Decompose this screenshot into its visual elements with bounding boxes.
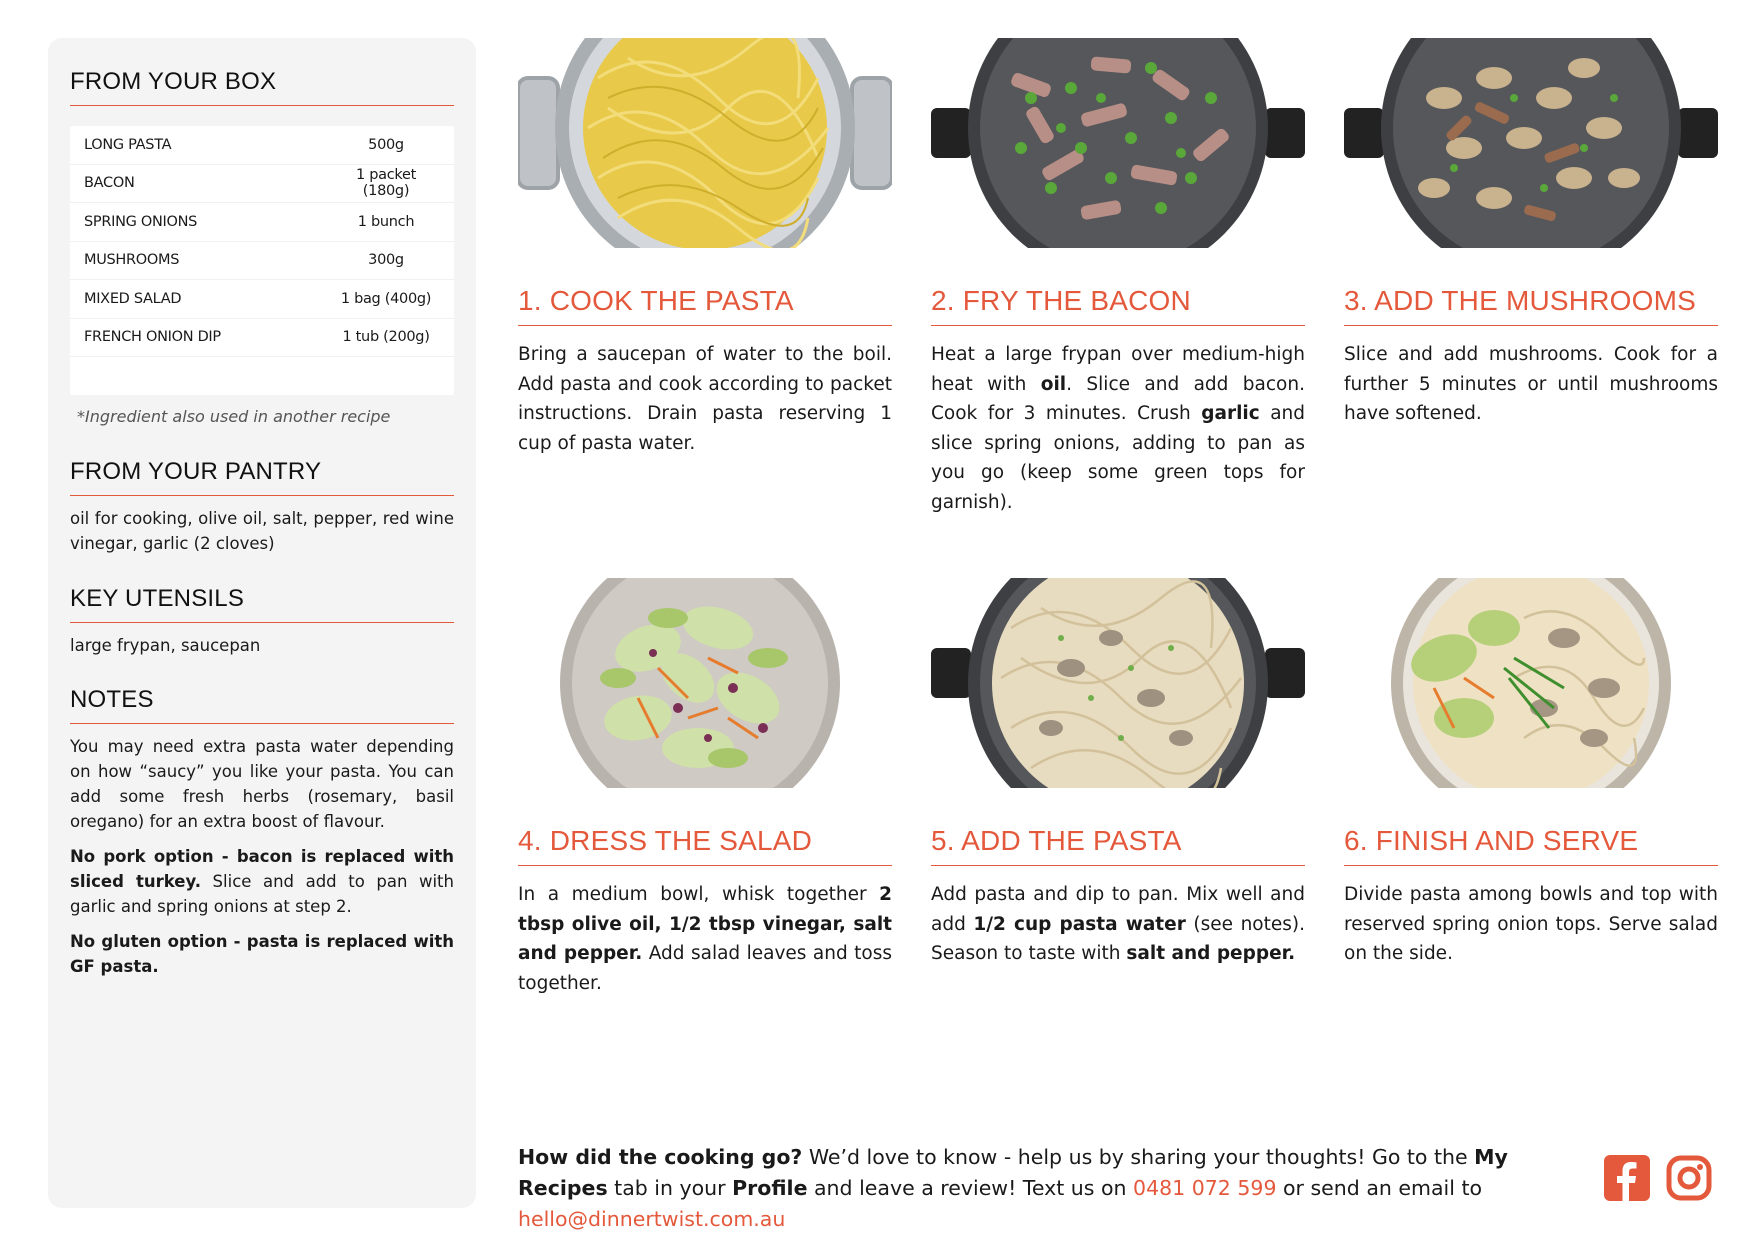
footer-question: How did the cooking go? [518, 1145, 803, 1169]
ingredients-table [70, 126, 454, 395]
step-5 [931, 578, 1305, 969]
ingredient-qty: 1 tub (200g) [342, 329, 430, 346]
footer-text: We’d love to know - help us by sharing your thoughts! Go to the [802, 1145, 1475, 1169]
ingredient-name: BACON [84, 175, 135, 192]
ingredient-name: MIXED SALAD [84, 290, 182, 307]
ingredient-name: MUSHROOMS [84, 252, 180, 269]
ingredient-qty: 500g [368, 136, 404, 153]
step-body-text: Slice and add mushrooms. Cook for a further 5 minutes or until mushrooms have softened. [1344, 344, 1718, 424]
utensils-title: KEY UTENSILS [70, 585, 454, 623]
from-box-title: FROM YOUR BOX [70, 68, 454, 106]
ingredient-row [70, 242, 454, 281]
ingredient-name: LONG PASTA [84, 136, 172, 153]
ingredient-qty: 1 bunch [357, 213, 415, 230]
ingredient-note: *Ingredient also used in another recipe [77, 407, 391, 426]
footer-text: or send an email to [1276, 1176, 1483, 1200]
pantry-text: oil for cooking, olive oil, salt, pepper, red wine vinegar, garlic (2 cloves) [70, 509, 454, 553]
footer-text: and leave a review! Text us on [807, 1176, 1134, 1200]
footer-text: tab in your [607, 1176, 733, 1200]
step-1 [518, 38, 892, 458]
ingredient-row [70, 126, 454, 165]
step-5-body [931, 880, 1305, 969]
step-body-bold: salt and pepper. [1126, 943, 1296, 964]
utensils-text: large frypan, saucepan [70, 636, 261, 655]
step-1-title: 1. COOK THE PASTA [518, 285, 892, 326]
ingredient-name: FRENCH ONION DIP [84, 329, 221, 346]
notes-no-pork [70, 844, 454, 919]
step-6-title: 6. FINISH AND SERVE [1344, 825, 1718, 866]
notes-no-gluten: No gluten option - pasta is replaced with GF pasta. [70, 932, 454, 976]
notes-no-pork-text: Slice and add to pan with garlic and spring onions at step 2. [70, 872, 454, 916]
step-3-photo [1344, 38, 1718, 248]
step-body-text: In a medium bowl, whisk together [518, 884, 880, 905]
ingredient-qty: 300g [368, 252, 404, 269]
pantry-title: FROM YOUR PANTRY [70, 458, 454, 496]
step-3 [1344, 38, 1718, 429]
step-5-photo [931, 578, 1305, 788]
step-2-photo [931, 38, 1305, 248]
step-1-body [518, 340, 892, 458]
step-body-text: Add salad leaves and toss together. [518, 943, 892, 994]
ingredient-row [70, 203, 454, 242]
step-body-text: Heat a large frypan over medium-high heat with [931, 344, 1305, 395]
feedback-footer [518, 1142, 1578, 1235]
step-1-photo [518, 38, 892, 248]
ingredient-qty: 1 bag (400g) [340, 290, 432, 307]
instagram-icon[interactable] [1666, 1155, 1712, 1201]
notes-paragraph: You may need extra pasta water depending on how “saucy” you like your pasta. You can add some fresh herbs (rosemary, basil oregano) for an extra boost of flavour. [70, 737, 454, 831]
phone-link[interactable]: 0481 072 599 [1133, 1176, 1277, 1200]
step-body-bold: 2 tbsp olive oil, 1/2 tbsp vinegar, salt and pepper. [518, 884, 892, 964]
step-body-text: and slice spring onions, adding to pan as you go (keep some green tops for garnish). [931, 403, 1305, 513]
ingredient-name: SPRING ONIONS [84, 213, 198, 230]
step-body-text: Bring a saucepan of water to the boil. Add pasta and cook according to packet instructions. Drain pasta reserving 1 cup of pasta water. [518, 344, 892, 454]
footer-my-recipes: My Recipes [518, 1145, 1508, 1200]
step-4-title: 4. DRESS THE SALAD [518, 825, 892, 866]
step-body-text: Divide pasta among bowls and top with reserved spring onion tops. Serve salad on the side. [1344, 884, 1718, 964]
step-body-text: (see notes). Season to taste with [931, 913, 1305, 964]
step-body-bold: oil [1040, 373, 1067, 395]
step-6-body [1344, 880, 1718, 969]
ingredient-row-empty [70, 357, 454, 395]
facebook-icon[interactable] [1604, 1155, 1650, 1201]
step-2-title: 2. FRY THE BACON [931, 285, 1305, 326]
notes-title: NOTES [70, 686, 454, 724]
sidebar [48, 38, 476, 1208]
step-3-title: 3. ADD THE MUSHROOMS [1344, 285, 1718, 326]
step-5-title: 5. ADD THE PASTA [931, 825, 1305, 866]
step-body-text: Add pasta and dip to pan. Mix well and add [931, 884, 1305, 935]
notes-no-pork-bold: No pork option - bacon is replaced with sliced turkey. [70, 847, 454, 891]
ingredient-row [70, 165, 454, 204]
footer-profile: Profile [732, 1176, 808, 1200]
step-4-photo [518, 578, 892, 788]
step-4-body [518, 880, 892, 998]
step-body-bold: 1/2 cup pasta water [973, 913, 1186, 935]
ingredient-qty: 1 packet (180g) [356, 167, 416, 200]
step-body-text: . Slice and add bacon. Cook for 3 minutes. Crush [931, 373, 1305, 424]
step-2-body [931, 340, 1305, 517]
step-6 [1344, 578, 1718, 969]
ingredient-row [70, 319, 454, 358]
step-3-body [1344, 340, 1718, 429]
step-2 [931, 38, 1305, 517]
email-link[interactable]: hello@dinnertwist.com.au [518, 1207, 786, 1231]
step-4 [518, 578, 892, 998]
ingredient-row [70, 280, 454, 319]
step-body-bold: garlic [1201, 403, 1260, 424]
step-6-photo [1344, 578, 1718, 788]
